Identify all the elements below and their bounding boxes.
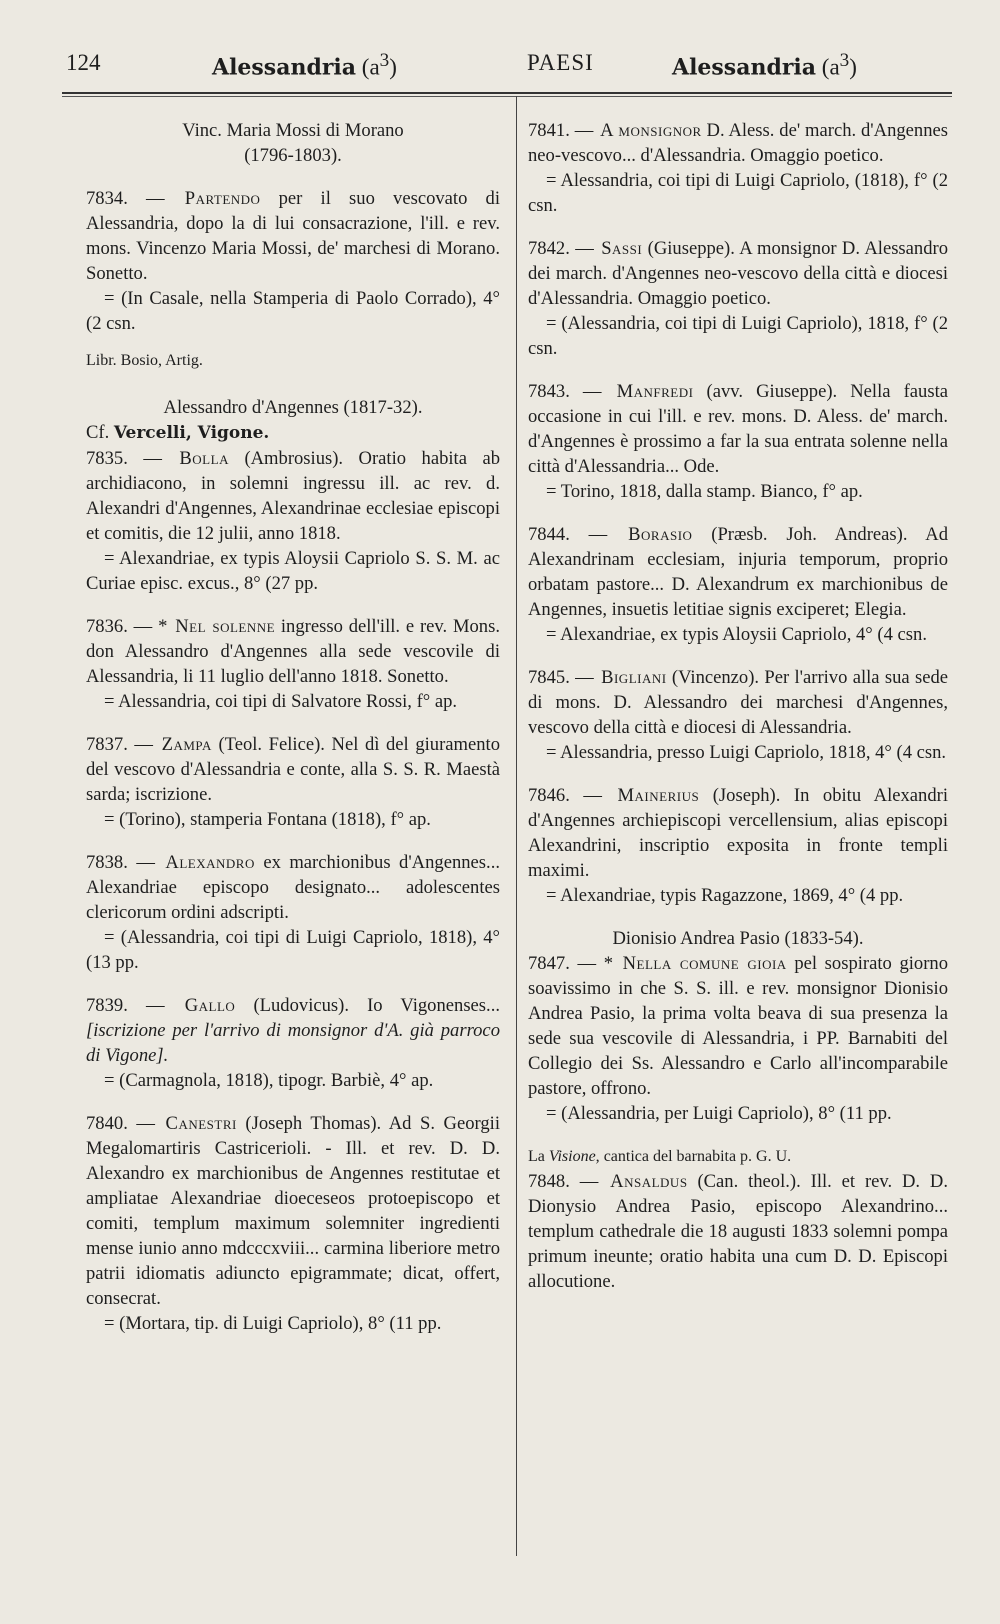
entry-7843 <box>528 379 948 504</box>
entry-7845 <box>528 665 948 765</box>
entry-number: 7842. — <box>528 238 594 259</box>
entry-7846 <box>528 783 948 908</box>
cf-references: Vercelli, Vigone. <box>113 423 270 443</box>
entry-imprint: = Torino, 1818, dalla stamp. Bianco, f° ap. <box>546 481 863 502</box>
entry-number: 7836. — * <box>86 616 168 637</box>
entry-number: 7839. — <box>86 995 165 1016</box>
entry-number: 7835. — <box>86 448 162 469</box>
entry-author: Sassi <box>601 238 643 259</box>
entry-7848 <box>528 1169 948 1294</box>
entry-body: (Vincenzo). Per l'arrivo alla sua sede di mons. D. Alessandro dei marchesi d'Angennes, vescovo della città e diocesi di Alessandria. <box>528 667 949 738</box>
entry-author: Ansaldus <box>610 1171 688 1192</box>
header-left-sup-exp: 3 <box>379 50 390 71</box>
header-left-title <box>212 50 397 81</box>
section-title-pasio: Dionisio Andrea Pasio (1833-54). <box>612 928 864 949</box>
entry-author: Mainerius <box>617 785 700 806</box>
entry-imprint: = (Alessandria, per Luigi Capriolo), 8° (11 pp. <box>546 1103 892 1124</box>
section-title-mossi <box>86 118 500 143</box>
entry-imprint: = Alexandriae, ex typis Aloysii Capriolo, 4° (4 csn. <box>546 624 927 645</box>
entry-body: (Ambrosius). Oratio habita ab archidiacono, in solemni ingressu ill. ac rev. d. Alexandri d'Angennes, Alexandrinae ecclesiae episcopi et comitis, die 12 julii, anno 1818. <box>86 448 500 544</box>
entry-imprint: = Alessandria, presso Luigi Capriolo, 1818, 4° (4 csn. <box>546 742 947 763</box>
entry-author: Zampa <box>161 734 212 755</box>
entry-author: Partendo <box>184 188 261 209</box>
right-column <box>528 118 948 1312</box>
entry-7844 <box>528 522 948 647</box>
library-note: Libr. Bosio, Artig. <box>86 352 203 369</box>
left-column <box>86 118 500 1354</box>
entry-imprint: = (Mortara, tip. di Luigi Capriolo), 8° (11 pp. <box>104 1313 442 1334</box>
entry-author: A monsignor <box>600 120 702 141</box>
header-left-sup-close: ) <box>389 54 397 80</box>
entry-7838 <box>86 850 500 975</box>
header-right-place: Alessandria <box>672 54 817 81</box>
entry-imprint: = (Alessandria, coi tipi di Luigi Capriolo), 1818, f° (2 csn. <box>528 313 948 359</box>
entry-note <box>528 1144 948 1169</box>
entry-imprint: = Alessandria, coi tipi di Salvatore Rossi, f° ap. <box>104 691 458 712</box>
entry-7837 <box>86 732 500 832</box>
entry-7847 <box>528 951 948 1126</box>
header-left-sup-open: (a <box>361 54 380 80</box>
entry-author: Nel solenne <box>175 616 276 637</box>
entry-author: Borasio <box>628 524 693 545</box>
page-number: 124 <box>66 50 101 75</box>
cross-reference <box>86 420 500 446</box>
header-rule-thin <box>62 96 952 97</box>
entry-7835 <box>86 446 500 596</box>
entry-number: 7834. — <box>86 188 165 209</box>
entry-imprint: = Alessandria, coi tipi di Luigi Capriolo, (1818), f° (2 csn. <box>528 170 948 216</box>
entry-author: Canestri <box>165 1113 237 1134</box>
header-right-sup-open: (a <box>821 54 840 80</box>
entry-body: (Can. theol.). Ill. et rev. D. D. Dionysio Andrea Pasio, episcopo Alexandrino... templum cathedrale die 18 augusti 1833 solemni pompa primum ineunte; oratio habita una cum D. D. Episcopi allocutione. <box>528 1171 949 1292</box>
entry-7834 <box>86 186 500 336</box>
header-right-sup-exp: 3 <box>839 50 850 71</box>
entry-number: 7841. — <box>528 120 594 141</box>
entry-number: 7846. — <box>528 785 602 806</box>
entry-imprint: = Alexandriae, typis Ragazzone, 1869, 4° (4 pp. <box>546 885 904 906</box>
entry-author: Nella comune gioia <box>622 953 787 974</box>
header-center: PAESI <box>527 50 594 75</box>
entry-imprint: = (Carmagnola, 1818), tipogr. Barbiè, 4° ap. <box>104 1070 434 1091</box>
entry-author: Bolla <box>179 448 229 469</box>
entry-7839 <box>86 993 500 1093</box>
entry-number: 7848. — <box>528 1171 599 1192</box>
entry-body: (Ludovicus). Io Vigonenses... <box>253 995 500 1016</box>
entry-author: Manfredi <box>616 381 694 402</box>
entry-body: pel sospirato giorno soavissimo in che S. S. ill. e rev. monsignor Dionisio Andrea Pasio, la prima volta beava di sua presenza la sede sua vescovile di Alessandria, i PP. Barnabiti del Collegio dei Ss. Alessandro e Carlo all'incomparabile pastore, offrono. <box>528 953 948 1099</box>
entry-7840 <box>86 1111 500 1336</box>
entry-italic-note: [iscrizione per l'arrivo di monsignor d'A. già parroco di Vigone]. <box>86 1020 500 1066</box>
entry-imprint: = (Alessandria, coi tipi di Luigi Capriolo, 1818), 4° (13 pp. <box>86 927 500 973</box>
entry-imprint: = (Torino), stamperia Fontana (1818), f° ap. <box>104 809 431 830</box>
entry-7842 <box>528 236 948 361</box>
entry-body: (Giuseppe). A monsignor D. Alessandro dei march. d'Angennes neo-vescovo della città e diocesi d'Alessandria. Omaggio poetico. <box>528 238 949 309</box>
entry-number: 7837. — <box>86 734 154 755</box>
note-rest: cantica del barnabita p. G. U. <box>603 1148 792 1165</box>
entry-body: (Joseph Thomas). Ad S. Georgii Megalomartiris Castricerioli. - Ill. et rev. D. D. Alexandro ex marchionibus de Angennes restitutae et ampliatae Alexandriae dioeceseos protoepiscopo et comiti, templum maximum solemniter ingredienti mense iunio anno mdcccxviii... carmina liberiore metro patrii idiomatis adiuncto epigrammate; dicat, offert, consecrat. <box>86 1113 500 1309</box>
entry-author: Bigliani <box>601 667 667 688</box>
entry-number: 7844. — <box>528 524 608 545</box>
entry-number: 7838. — <box>86 852 155 873</box>
entry-body: ingresso dell'ill. e rev. Mons. don Alessandro d'Angennes alla sede vescovile di Alessandria, li 11 luglio dell'anno 1818. Sonetto. <box>86 616 500 687</box>
entry-body: (Joseph). In obitu Alexandri d'Angennes archiepiscopi vercellensium, alias episcopi Alexandrini, inscriptio exposita in fronte templi maximi. <box>528 785 948 881</box>
header-rule <box>62 92 952 94</box>
entry-7841 <box>528 118 948 218</box>
header-right-title <box>672 50 857 81</box>
entry-number: 7847. — * <box>528 953 613 974</box>
entry-body: (Teol. Felice). Nel dì del giuramento del vescovo d'Alessandria e conte, alla S. S. R. Maestà sarda; iscrizione. <box>86 734 500 805</box>
entry-author: Alexandro <box>165 852 255 873</box>
entry-body: (Præsb. Joh. Andreas). Ad Alexandrinam ecclesiam, injuria temporum, proprio orbatam pastore... D. Alexandrum ex marchionibus de Angennes, insuetis letitiae signis exciperet; Elegia. <box>528 524 949 620</box>
section-dates-mossi: (1796-1803). <box>244 145 342 166</box>
entry-body: (avv. Giuseppe). Nella fausta occasione in cui l'ill. e rev. mons. D. Aless. de' march. d'Angennes è prossimo a far la sua entrata solenne nella città d'Alessandria... Ode. <box>528 381 948 477</box>
header-right-sup-close: ) <box>849 54 857 80</box>
entry-imprint: = Alexandriae, ex typis Aloysii Capriolo S. S. M. ac Curiae episc. excus., 8° (27 pp. <box>86 548 500 594</box>
column-divider <box>516 96 517 1556</box>
entry-number: 7845. — <box>528 667 594 688</box>
entry-author: Gallo <box>184 995 236 1016</box>
header-left-place: Alessandria <box>212 54 357 81</box>
entry-body: D. Aless. de' march. d'Angennes neo-vescovo... d'Alessandria. Omaggio poetico. <box>528 120 949 166</box>
entry-body: ex marchionibus d'Angennes... Alexandriae episcopo designato... adolescentes clericorum ordini adscripti. <box>86 852 500 923</box>
cf-prefix: Cf. <box>86 422 110 443</box>
entry-7836 <box>86 614 500 714</box>
entry-number: 7840. — <box>86 1113 155 1134</box>
entry-number: 7843. — <box>528 381 602 402</box>
section-title-angennes: Alessandro d'Angennes (1817-32). <box>163 397 423 418</box>
section-title-text: Vinc. Maria Mossi di Morano <box>182 120 404 141</box>
running-header <box>62 44 942 84</box>
entry-body: per il suo vescovato di Alessandria, dopo la di lui consacrazione, l'ill. e rev. mons. Vincenzo Maria Mossi, de' marchesi di Morano. Sonetto. <box>86 188 501 284</box>
note-title: Visione, <box>548 1148 600 1165</box>
entry-imprint: = (In Casale, nella Stamperia di Paolo Corrado), 4° (2 csn. <box>86 288 500 334</box>
note-prefix: La <box>528 1148 545 1165</box>
